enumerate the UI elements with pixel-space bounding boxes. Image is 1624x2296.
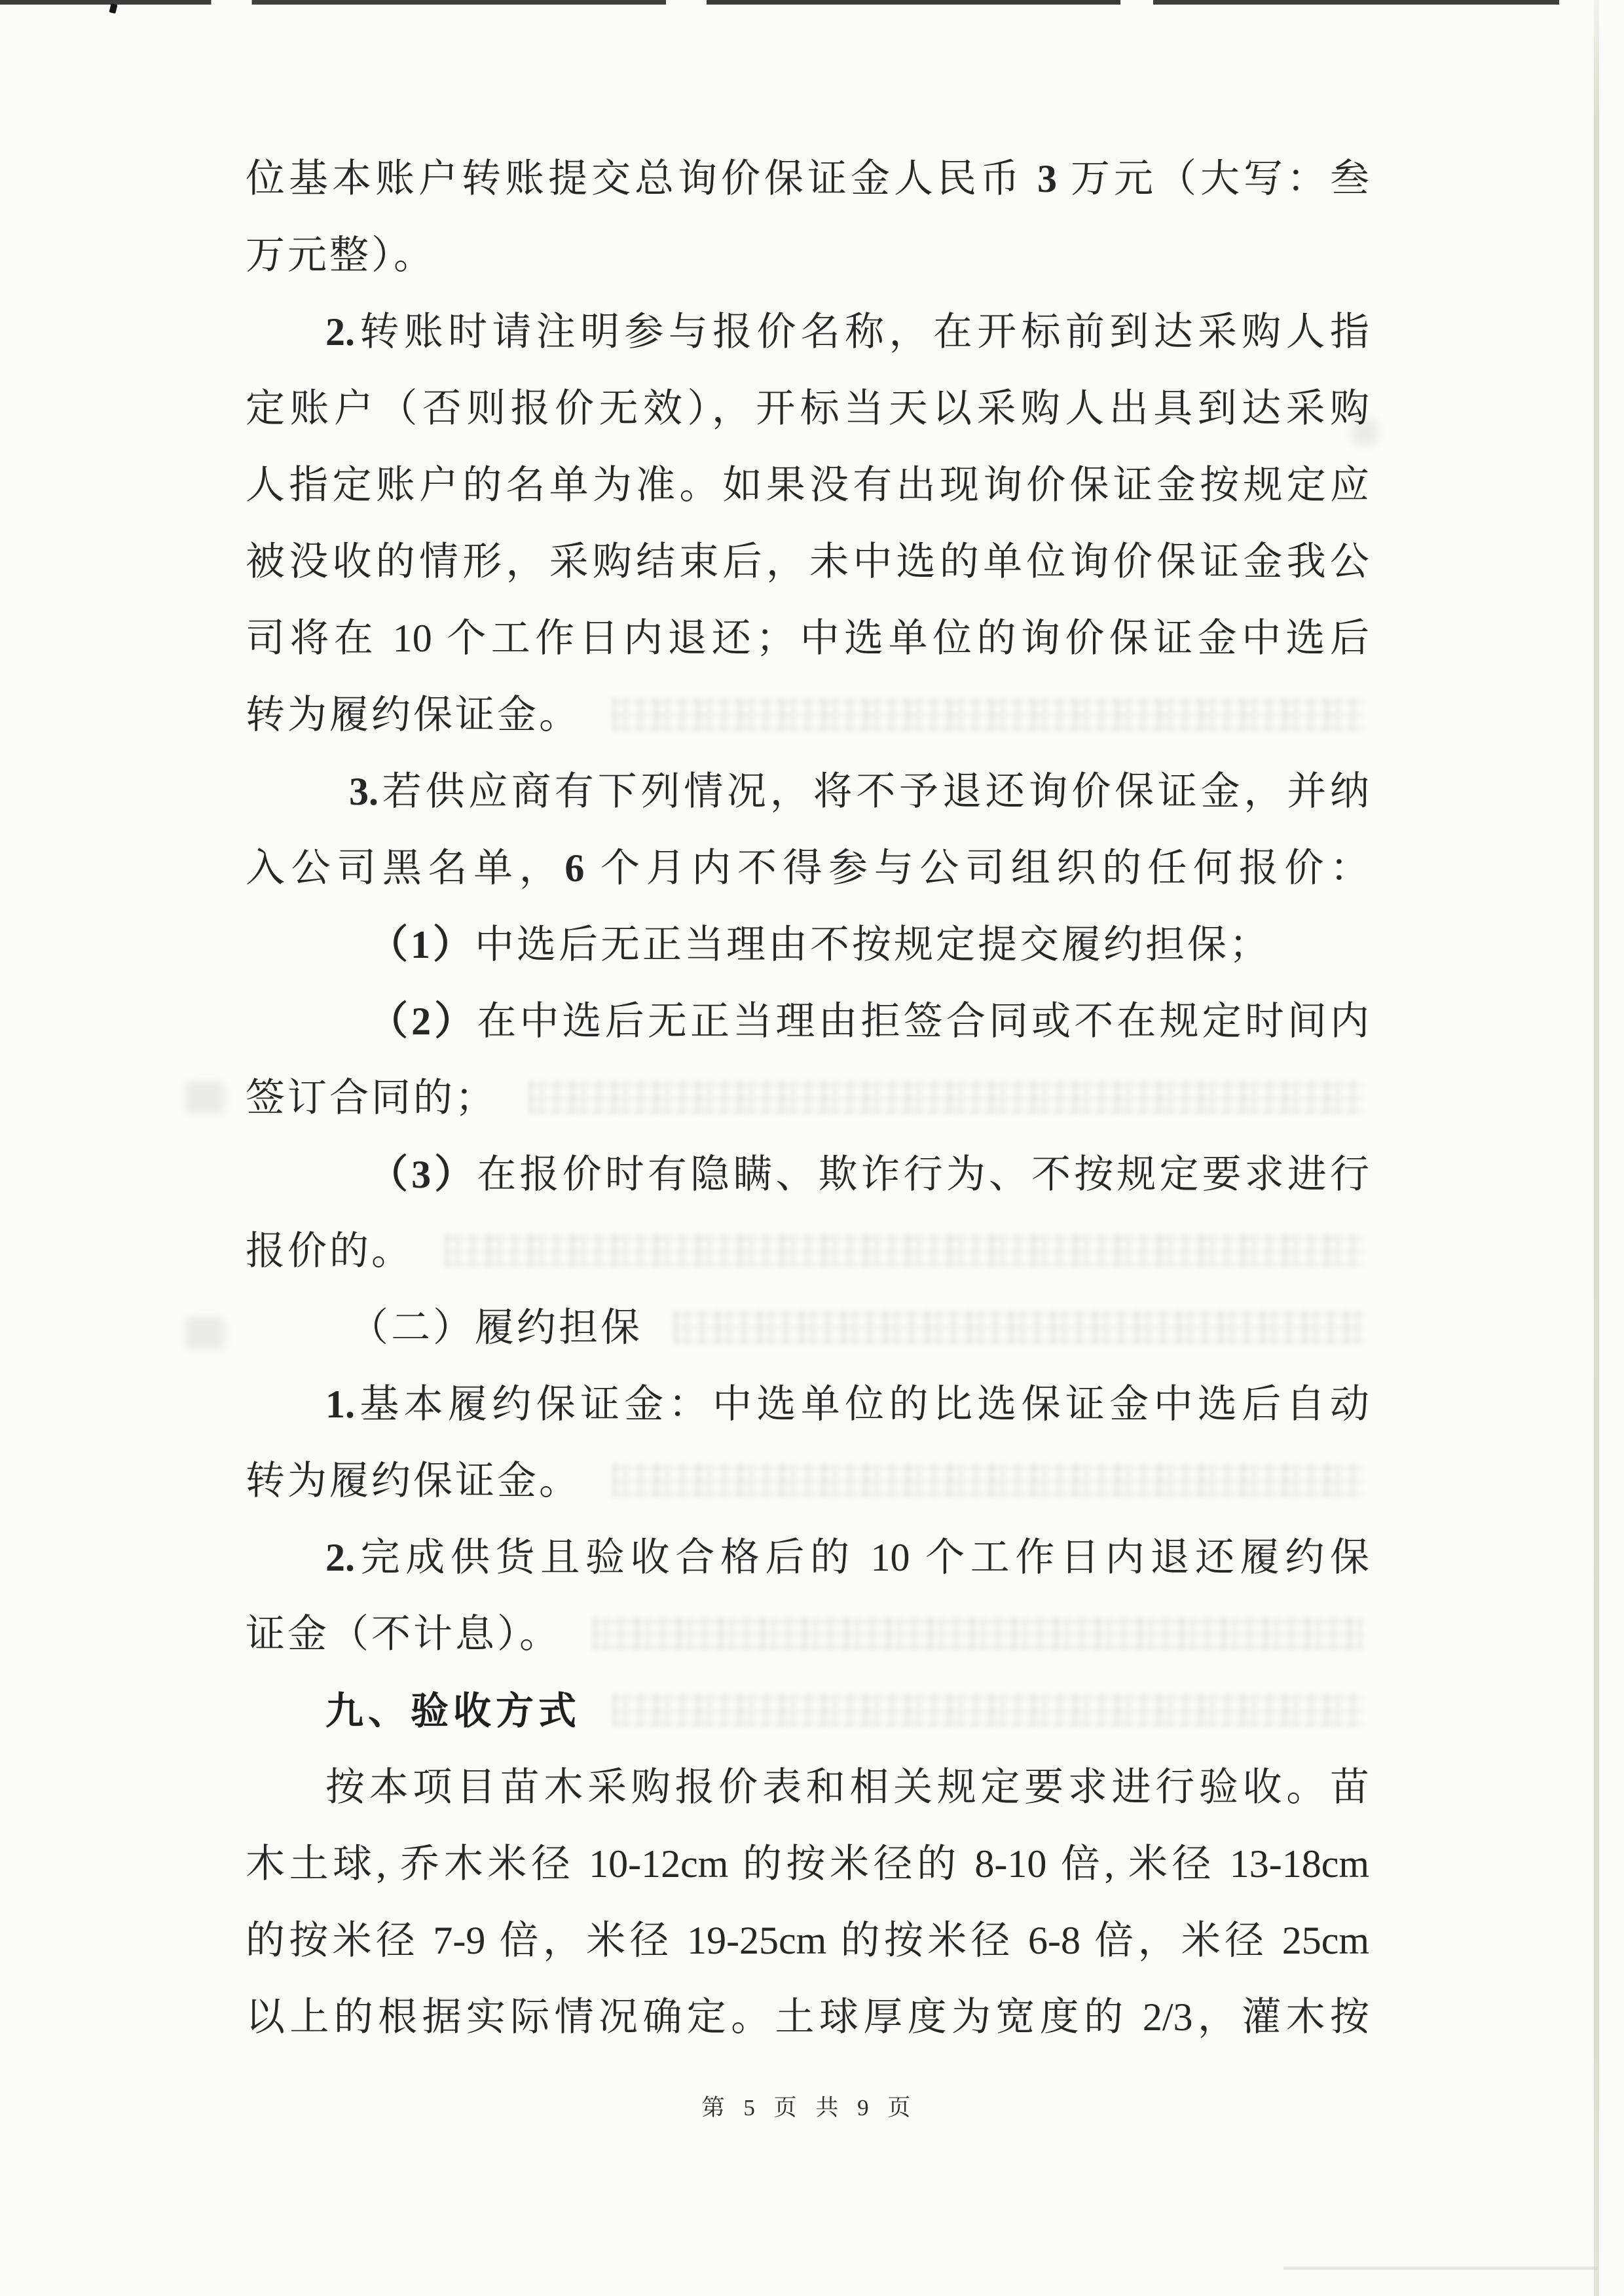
bleed-through-artifact xyxy=(612,1463,1364,1497)
text-line-content: 的按米径 7-9 倍，米径 19-25cm 的按米径 6-8 倍，米径 25cm xyxy=(246,1918,1369,1962)
scan-artifact-bottom-edge xyxy=(1283,2267,1598,2270)
bleed-through-artifact xyxy=(674,1310,1364,1344)
text-line xyxy=(246,1822,1369,1899)
text-line-content: 转为履约保证金。 xyxy=(246,1459,581,1503)
text-line-content: 位基本账户转账提交总询价保证金人民币 3 万元（大写：叁 xyxy=(246,156,1369,200)
text-line xyxy=(246,979,1369,1056)
text-line-content: 1.基本履约保证金：中选单位的比选保证金中选后自动 xyxy=(325,1382,1369,1426)
text-line-content: 报价的。 xyxy=(246,1229,413,1273)
text-line xyxy=(246,1209,1369,1286)
bleed-through-artifact xyxy=(528,1080,1364,1114)
text-line xyxy=(246,1592,1369,1669)
text-line xyxy=(246,137,1369,213)
text-line xyxy=(246,1286,1369,1362)
text-line xyxy=(246,1439,1369,1516)
text-line-content: 被没收的情形，采购结束后，未中选的单位询价保证金我公 xyxy=(246,539,1369,583)
text-line xyxy=(246,1975,1369,2052)
text-line xyxy=(246,520,1369,596)
bleed-through-artifact xyxy=(612,1693,1364,1727)
page-footer: 第 5 页 共 9 页 xyxy=(701,2095,913,2121)
bleed-through-artifact xyxy=(593,1616,1364,1650)
text-line-content: 万元整）。 xyxy=(246,233,435,277)
text-line-content: 以上的根据实际情况确定。土球厚度为宽度的 2/3，灌木按 xyxy=(246,1995,1369,2039)
text-line xyxy=(246,1056,1369,1133)
bleed-through-artifact xyxy=(185,1317,225,1350)
text-line xyxy=(246,443,1369,520)
text-line-content: （3）在报价时有隐瞒、欺诈行为、不按规定要求进行 xyxy=(369,1152,1370,1196)
text-line xyxy=(246,290,1369,367)
text-line-content: 证金（不计息）。 xyxy=(246,1612,561,1656)
text-line-content: 定账户（否则报价无效），开标当天以采购人出具到达采购 xyxy=(246,386,1369,430)
text-line-content: 人指定账户的名单为准。如果没有出现询价保证金按规定应 xyxy=(246,463,1369,507)
text-line-content: 司将在 10 个工作日内退还；中选单位的询价保证金中选后 xyxy=(246,616,1369,660)
text-line-content: 2.完成供货且验收合格后的 10 个工作日内退还履约保 xyxy=(325,1535,1369,1579)
text-line-content: （2）在中选后无正当理由拒签合同或不在规定时间内 xyxy=(369,999,1370,1043)
text-line xyxy=(246,673,1369,750)
bleed-through-artifact xyxy=(612,697,1364,731)
text-line xyxy=(246,1133,1369,1209)
text-line-content: 木土球, 乔木米径 10-12cm 的按米径的 8-10 倍, 米径 13-18cm xyxy=(246,1842,1369,1886)
text-line-content: 九、验收方式 xyxy=(325,1689,581,1732)
section-heading xyxy=(246,1669,1369,1745)
text-line xyxy=(246,213,1369,290)
text-line-content: 签订合同的； xyxy=(246,1076,497,1120)
scan-artifact-right-edge xyxy=(1594,0,1599,2296)
text-line-content: 转为履约保证金。 xyxy=(246,693,581,737)
text-line-content: （二）履约担保 xyxy=(349,1305,642,1349)
text-line xyxy=(246,596,1369,673)
text-line-content: 3.若供应商有下列情况，将不予退还询价保证金，并纳 xyxy=(349,769,1369,813)
text-line xyxy=(246,826,1369,903)
bleed-through-artifact xyxy=(185,1082,225,1114)
text-line-content: 按本项目苗木采购报价表和相关规定要求进行验收。苗 xyxy=(325,1765,1369,1809)
text-line xyxy=(246,750,1369,826)
scan-artifact-dot xyxy=(109,3,117,14)
text-line xyxy=(246,1899,1369,1975)
bleed-through-artifact xyxy=(445,1233,1364,1267)
scan-artifact-top-edge xyxy=(0,0,1624,5)
text-line xyxy=(246,1745,1369,1822)
text-line xyxy=(246,1362,1369,1439)
document-body xyxy=(246,137,1369,2052)
text-line xyxy=(246,903,1369,979)
text-line-content: 2.转账时请注明参与报价名称，在开标前到达采购人指 xyxy=(325,310,1369,354)
text-line-content: （1）中选后无正当理由不按规定提交履约担保； xyxy=(369,922,1271,966)
text-line xyxy=(246,1516,1369,1592)
text-line-content: 入公司黑名单，6 个月内不得参与公司组织的任何报价： xyxy=(246,846,1369,890)
text-line xyxy=(246,367,1369,443)
